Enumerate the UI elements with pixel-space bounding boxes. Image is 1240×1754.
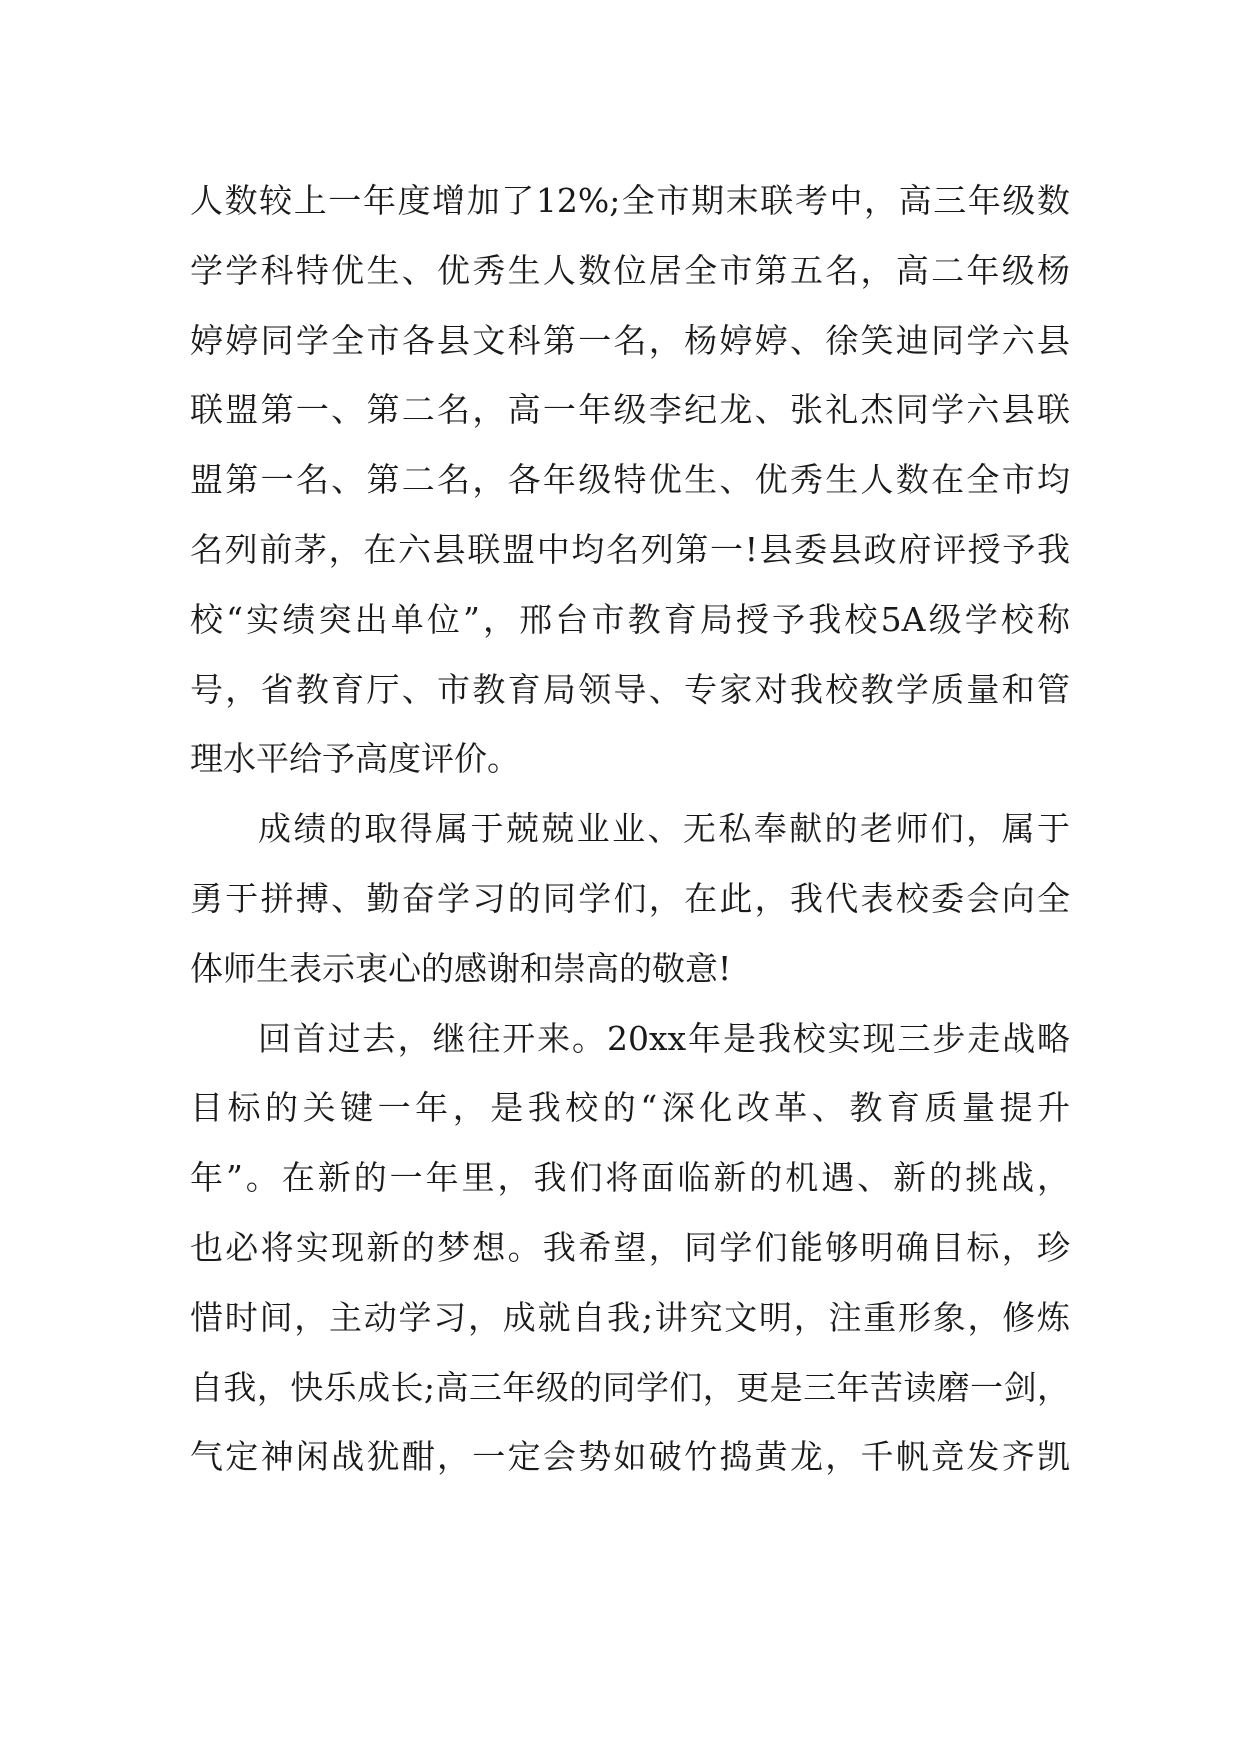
paragraph-2-line-3: 体师生表示衷心的感谢和崇高的敬意! <box>190 948 732 988</box>
paragraph-1-line-7: 校“实绩突出单位”，邢台市教育局授予我校5A级学校称 <box>190 599 1070 639</box>
paragraph-2-line-1: 成绩的取得属于兢兢业业、无私奉献的老师们，属于 <box>258 809 1070 849</box>
paragraph-3-line-7: 气定神闲战犹酣，一定会势如破竹捣黄龙，千帆竞发齐凯 <box>190 1437 1070 1477</box>
paragraph-3-line-2: 目标的关键一年，是我校的“深化改革、教育质量提升 <box>190 1088 1070 1128</box>
paragraph-1-line-5: 盟第一名、第二名，各年级特优生、优秀生人数在全市均 <box>190 460 1070 500</box>
paragraph-3-line-5: 惜时间，主动学习，成就自我;讲究文明，注重形象，修炼 <box>190 1297 1070 1337</box>
paragraph-3-line-4: 也必将实现新的梦想。我希望，同学们能够明确目标，珍 <box>190 1227 1070 1267</box>
paragraph-1-line-1: 人数较上一年度增加了12%;全市期末联考中，高三年级数 <box>190 181 1070 220</box>
paragraph-2-line-2: 勇于拼搏、勤奋学习的同学们，在此，我代表校委会向全 <box>190 878 1070 918</box>
paragraph-1-line-6: 名列前茅，在六县联盟中均名列第一!县委县政府评授予我 <box>190 529 1070 569</box>
paragraph-1-line-8: 号，省教育厅、市教育局领导、专家对我校教学质量和管 <box>190 669 1070 709</box>
paragraph-1-line-3: 婷婷同学全市各县文科第一名，杨婷婷、徐笑迪同学六县 <box>190 320 1070 360</box>
paragraph-3-line-6: 自我，快乐成长;高三年级的同学们，更是三年苦读磨一剑， <box>190 1367 1070 1407</box>
paragraph-1-line-2: 学学科特优生、优秀生人数位居全市第五名，高二年级杨 <box>190 250 1070 290</box>
paragraph-1-line-4: 联盟第一、第二名，高一年级李纪龙、张礼杰同学六县联 <box>190 390 1070 430</box>
document-body <box>190 166 1070 1492</box>
paragraph-1-line-9: 理水平给予高度评价。 <box>190 739 520 779</box>
paragraph-3-line-1: 回首过去，继往开来。20xx年是我校实现三步走战略 <box>258 1018 1070 1058</box>
paragraph-3-line-3: 年”。在新的一年里，我们将面临新的机遇、新的挑战， <box>190 1158 1070 1198</box>
